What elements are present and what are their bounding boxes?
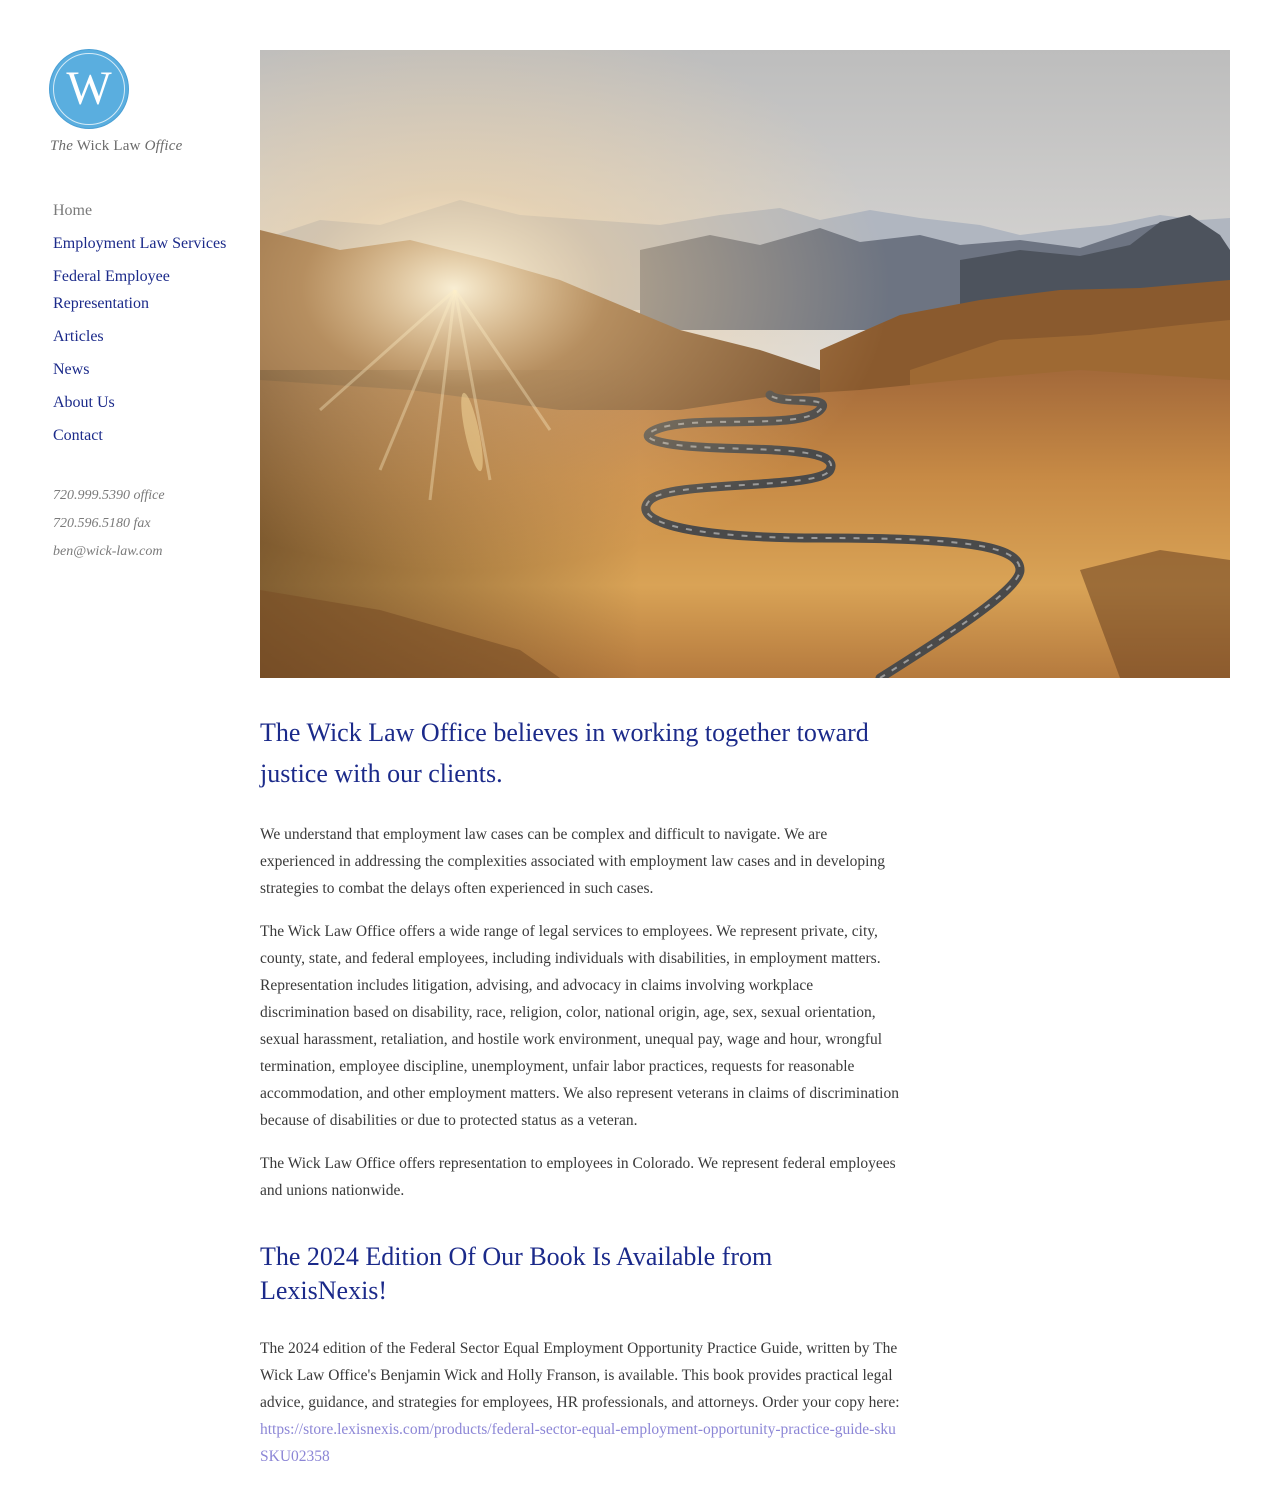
services-paragraph: The Wick Law Office offers a wide range of legal services to employees. We represent private, city, county, state, and federal employees, including individuals with disabilities, in employment matters. Representation includes litigation, advising, and advocacy in claims involving workplace discrimination based on disability, race, religion, color, national origin, age, sex, sexual orientation, sexual harassment, retaliation, and hostile work environment, unequal pay, wage and hour, wrongful termination, employee discipline, unemployment, unfair labor practices, requests for reasonable accommodation, and other employment matters. We also represent veterans in claims of discrimination because of disabilities or due to protected status as a veteran.	[260, 923, 899, 1129]
nav-item-contact	[53, 422, 230, 449]
nav-link-articles[interactable]: Articles	[53, 328, 104, 345]
email-address[interactable]: ben@wick-law.com	[53, 544, 163, 559]
coverage-paragraph: The Wick Law Office offers representation to employees in Colorado. We represent federal employees and unions nationwide.	[260, 1155, 896, 1199]
nav-link-home[interactable]: Home	[53, 202, 93, 219]
site-name-main: Wick Law	[76, 138, 141, 154]
hero-image	[260, 50, 1230, 678]
site-logo-link[interactable]	[50, 50, 230, 155]
nav-item-employment-law-services	[53, 230, 230, 257]
mountain-valley-road-photo	[260, 50, 1230, 678]
main-navigation	[53, 197, 230, 449]
nav-link-about-us[interactable]: About Us	[53, 394, 115, 411]
book-store-link[interactable]: https://store.lexisnexis.com/products/federal-sector-equal-employment-opportunity-practice-guide-skuSKU02358	[260, 1421, 896, 1465]
sidebar	[50, 50, 230, 566]
nav-link-contact[interactable]: Contact	[53, 427, 103, 444]
book-text: The 2024 edition of the Federal Sector Equal Employment Opportunity Practice Guide, written by The Wick Law Office's Benjamin Wick and Holly Franson, is available. This book provides practical legal advice, guidance, and strategies for employees, HR professionals, and attorneys. Order your copy here:	[260, 1340, 900, 1411]
nav-item-home	[53, 197, 230, 224]
nav-item-news	[53, 356, 230, 383]
nav-item-federal-employee-representation	[53, 263, 230, 317]
intro-paragraph: We understand that employment law cases can be complex and difficult to navigate. We are experienced in addressing the complexities associated with employment law cases and in developing strategies to combat the delays often experienced in such cases.	[260, 826, 885, 897]
nav-item-articles	[53, 323, 230, 350]
contact-info	[53, 482, 230, 566]
site-name	[50, 138, 230, 155]
nav-link-news[interactable]: News	[53, 361, 90, 378]
site-name-prefix: The	[50, 138, 74, 154]
book-paragraph	[260, 1335, 900, 1470]
nav-link-federal-employee-representation[interactable]: Federal Employee Representation	[53, 268, 170, 312]
main-content	[260, 712, 900, 1470]
site-name-suffix: Office	[144, 138, 183, 154]
page-heading: The Wick Law Office believes in working together toward justice with our clients.	[260, 718, 869, 788]
nav-link-employment-law-services[interactable]: Employment Law Services	[53, 235, 227, 252]
fax-number: 720.596.5180 fax	[53, 516, 151, 531]
book-heading: The 2024 Edition Of Our Book Is Available from LexisNexis!	[260, 1242, 773, 1305]
nav-item-about-us	[53, 389, 230, 416]
logo-circle	[50, 50, 128, 128]
logo-letter: W	[66, 62, 112, 115]
office-phone: 720.999.5390 office	[53, 488, 165, 503]
